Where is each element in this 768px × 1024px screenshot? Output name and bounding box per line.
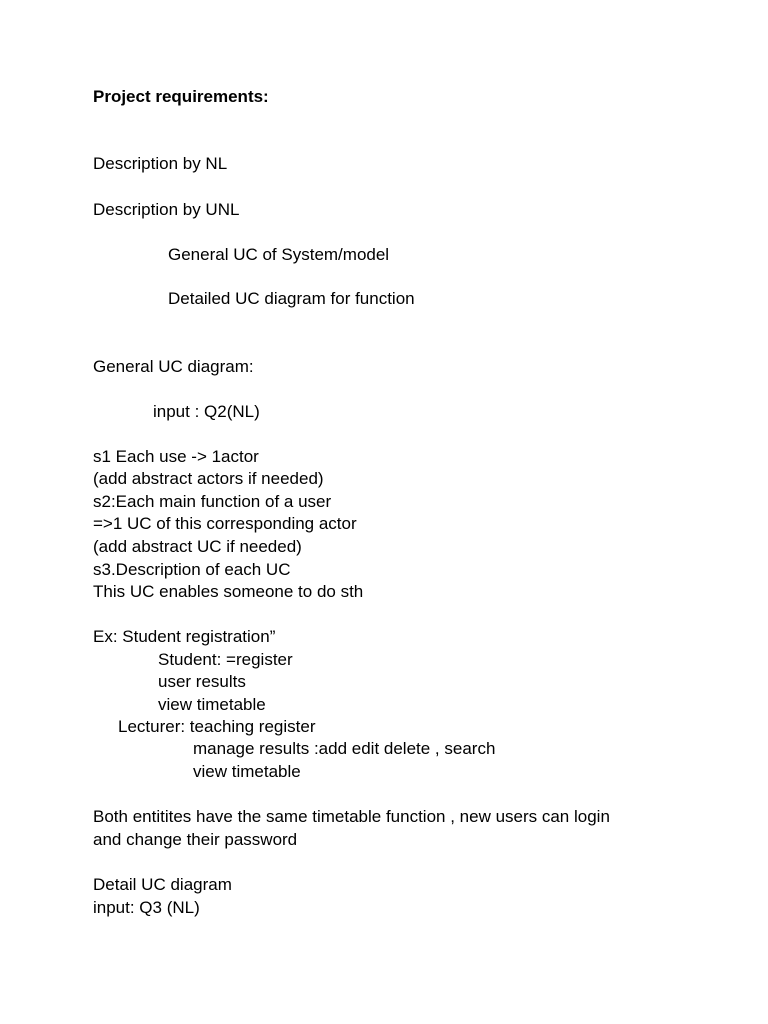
text-line: user results xyxy=(158,672,246,691)
text-line: =>1 UC of this corresponding actor xyxy=(93,514,357,533)
text-line: This UC enables someone to do sth xyxy=(93,582,364,601)
text-line: Description by NL xyxy=(93,154,228,173)
text-line: s2:Each main function of a user xyxy=(93,492,332,511)
text-line: Detailed UC diagram for function xyxy=(168,289,415,308)
section-heading: General UC diagram: xyxy=(93,357,254,376)
text-line: view timetable xyxy=(193,762,301,781)
section-heading: Detail UC diagram xyxy=(93,875,232,894)
text-line: Lecturer: teaching register xyxy=(118,717,316,736)
page-title: Project requirements: xyxy=(93,87,269,106)
text-line: s3.Description of each UC xyxy=(93,560,291,579)
text-line: Ex: Student registration” xyxy=(93,627,276,646)
text-line: view timetable xyxy=(158,695,266,714)
text-line: input: Q3 (NL) xyxy=(93,898,200,917)
text-line: s1 Each use -> 1actor xyxy=(93,447,259,466)
text-line: (add abstract actors if needed) xyxy=(93,469,324,488)
text-line: and change their password xyxy=(93,830,298,849)
text-line: Student: =register xyxy=(158,650,293,669)
text-line: (add abstract UC if needed) xyxy=(93,537,302,556)
text-line: manage results :add edit delete , search xyxy=(193,739,496,758)
text-line: Description by UNL xyxy=(93,200,240,219)
text-line: General UC of System/model xyxy=(168,245,390,264)
text-line: Both entitites have the same timetable function , new users can login xyxy=(93,807,610,826)
text-line: input : Q2(NL) xyxy=(153,402,260,421)
